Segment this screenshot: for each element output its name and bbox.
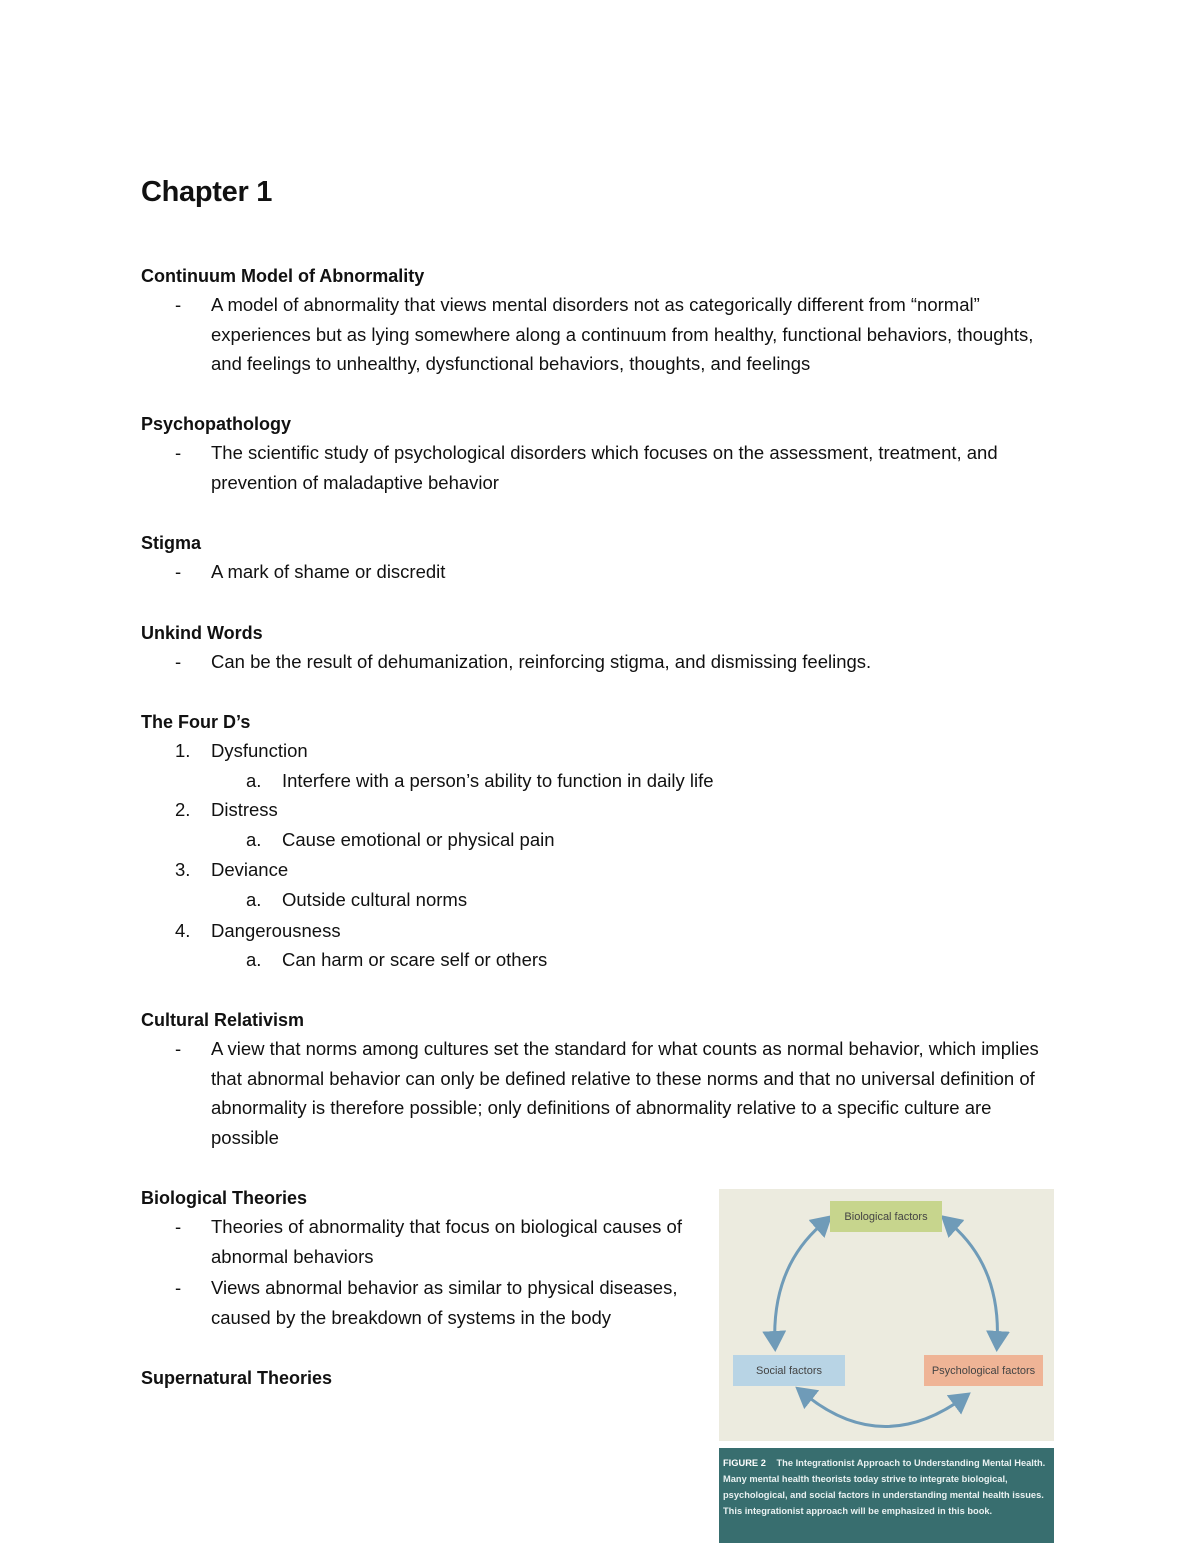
list-item: Distress: [211, 799, 278, 820]
definition-text: Can be the result of dehumanization, reinforcing stigma, and dismissing feelings.: [211, 651, 872, 672]
list-number: 2.: [175, 799, 191, 820]
definition-text: A model of abnormality that views mental disorders not as categorically different from “normal” experiences but as lying somewhere along a continuum from healthy, functional behaviors, thoughts, and feelings to unhealthy, dysfunctional behaviors, thoughts, and feelings: [211, 294, 1034, 375]
arrow-social-psych: [807, 1396, 966, 1427]
bullet-marker: -: [175, 294, 182, 315]
bullet-marker: -: [175, 442, 182, 463]
bullet-marker: -: [175, 1277, 182, 1298]
definition-text: A view that norms among cultures set the standard for what counts as normal behavior, which implies that abnormal behavior can only be defined relative to these norms and that no universal definition of abnormality is therefore possible; only definitions of abnormality relative to a specific culture are possible: [211, 1038, 1039, 1149]
bullet-marker: -: [175, 561, 182, 582]
term-heading: Biological Theories: [141, 1188, 308, 1208]
sub-list-item: Can harm or scare self or others: [282, 949, 548, 970]
term-heading: Stigma: [141, 533, 202, 553]
term-heading: Continuum Model of Abnormality: [141, 266, 425, 286]
psychological-factors-node: Psychological factors: [924, 1355, 1043, 1386]
arrow-bio-social: [775, 1225, 821, 1346]
list-item: Dysfunction: [211, 740, 308, 761]
page-title: Chapter 1: [141, 176, 273, 208]
definition-text: The scientific study of psychological disorders which focuses on the assessment, treatment, and prevention of maladaptive behavior: [211, 442, 998, 493]
sub-list-marker: a.: [246, 829, 262, 850]
list-number: 4.: [175, 920, 191, 941]
term-heading: The Four D’s: [141, 712, 251, 732]
list-item: Deviance: [211, 859, 289, 880]
figure-caption: [719, 1448, 1054, 1543]
term-heading: Unkind Words: [141, 623, 263, 643]
caption-label: FIGURE 2: [723, 1458, 766, 1468]
bullet-marker: -: [175, 1216, 182, 1237]
arrow-bio-psych: [952, 1225, 997, 1346]
sub-list-marker: a.: [246, 770, 262, 791]
list-item: Dangerousness: [211, 920, 341, 941]
term-heading: Cultural Relativism: [141, 1010, 305, 1030]
bullet-marker: -: [175, 651, 182, 672]
definition-text: A mark of shame or discredit: [211, 561, 446, 582]
sub-list-item: Outside cultural norms: [282, 889, 468, 910]
sub-list-item: Cause emotional or physical pain: [282, 829, 555, 850]
caption-title: The Integrationist Approach to Understanding Mental Health.: [776, 1458, 1046, 1468]
term-heading: Psychopathology: [141, 414, 292, 434]
caption-text: Many mental health theorists today strive to integrate biological, psychological, and social factors in understanding mental health issues. This integrationist approach will be emphasized in this book.: [723, 1474, 1044, 1516]
term-heading: Supernatural Theories: [141, 1368, 333, 1388]
integrationist-figure: [719, 1189, 1054, 1543]
sub-list-marker: a.: [246, 949, 262, 970]
definition-text: Theories of abnormality that focus on biological causes of abnormal behaviors: [211, 1216, 682, 1267]
biological-factors-node: Biological factors: [830, 1201, 942, 1232]
social-factors-node: Social factors: [733, 1355, 845, 1386]
list-number: 3.: [175, 859, 191, 880]
bullet-marker: -: [175, 1038, 182, 1059]
figure-diagram: [719, 1189, 1054, 1441]
sub-list-item: Interfere with a person’s ability to function in daily life: [282, 770, 714, 791]
list-number: 1.: [175, 740, 191, 761]
sub-list-marker: a.: [246, 889, 262, 910]
definition-text: Views abnormal behavior as similar to physical diseases, caused by the breakdown of systems in the body: [211, 1277, 678, 1328]
